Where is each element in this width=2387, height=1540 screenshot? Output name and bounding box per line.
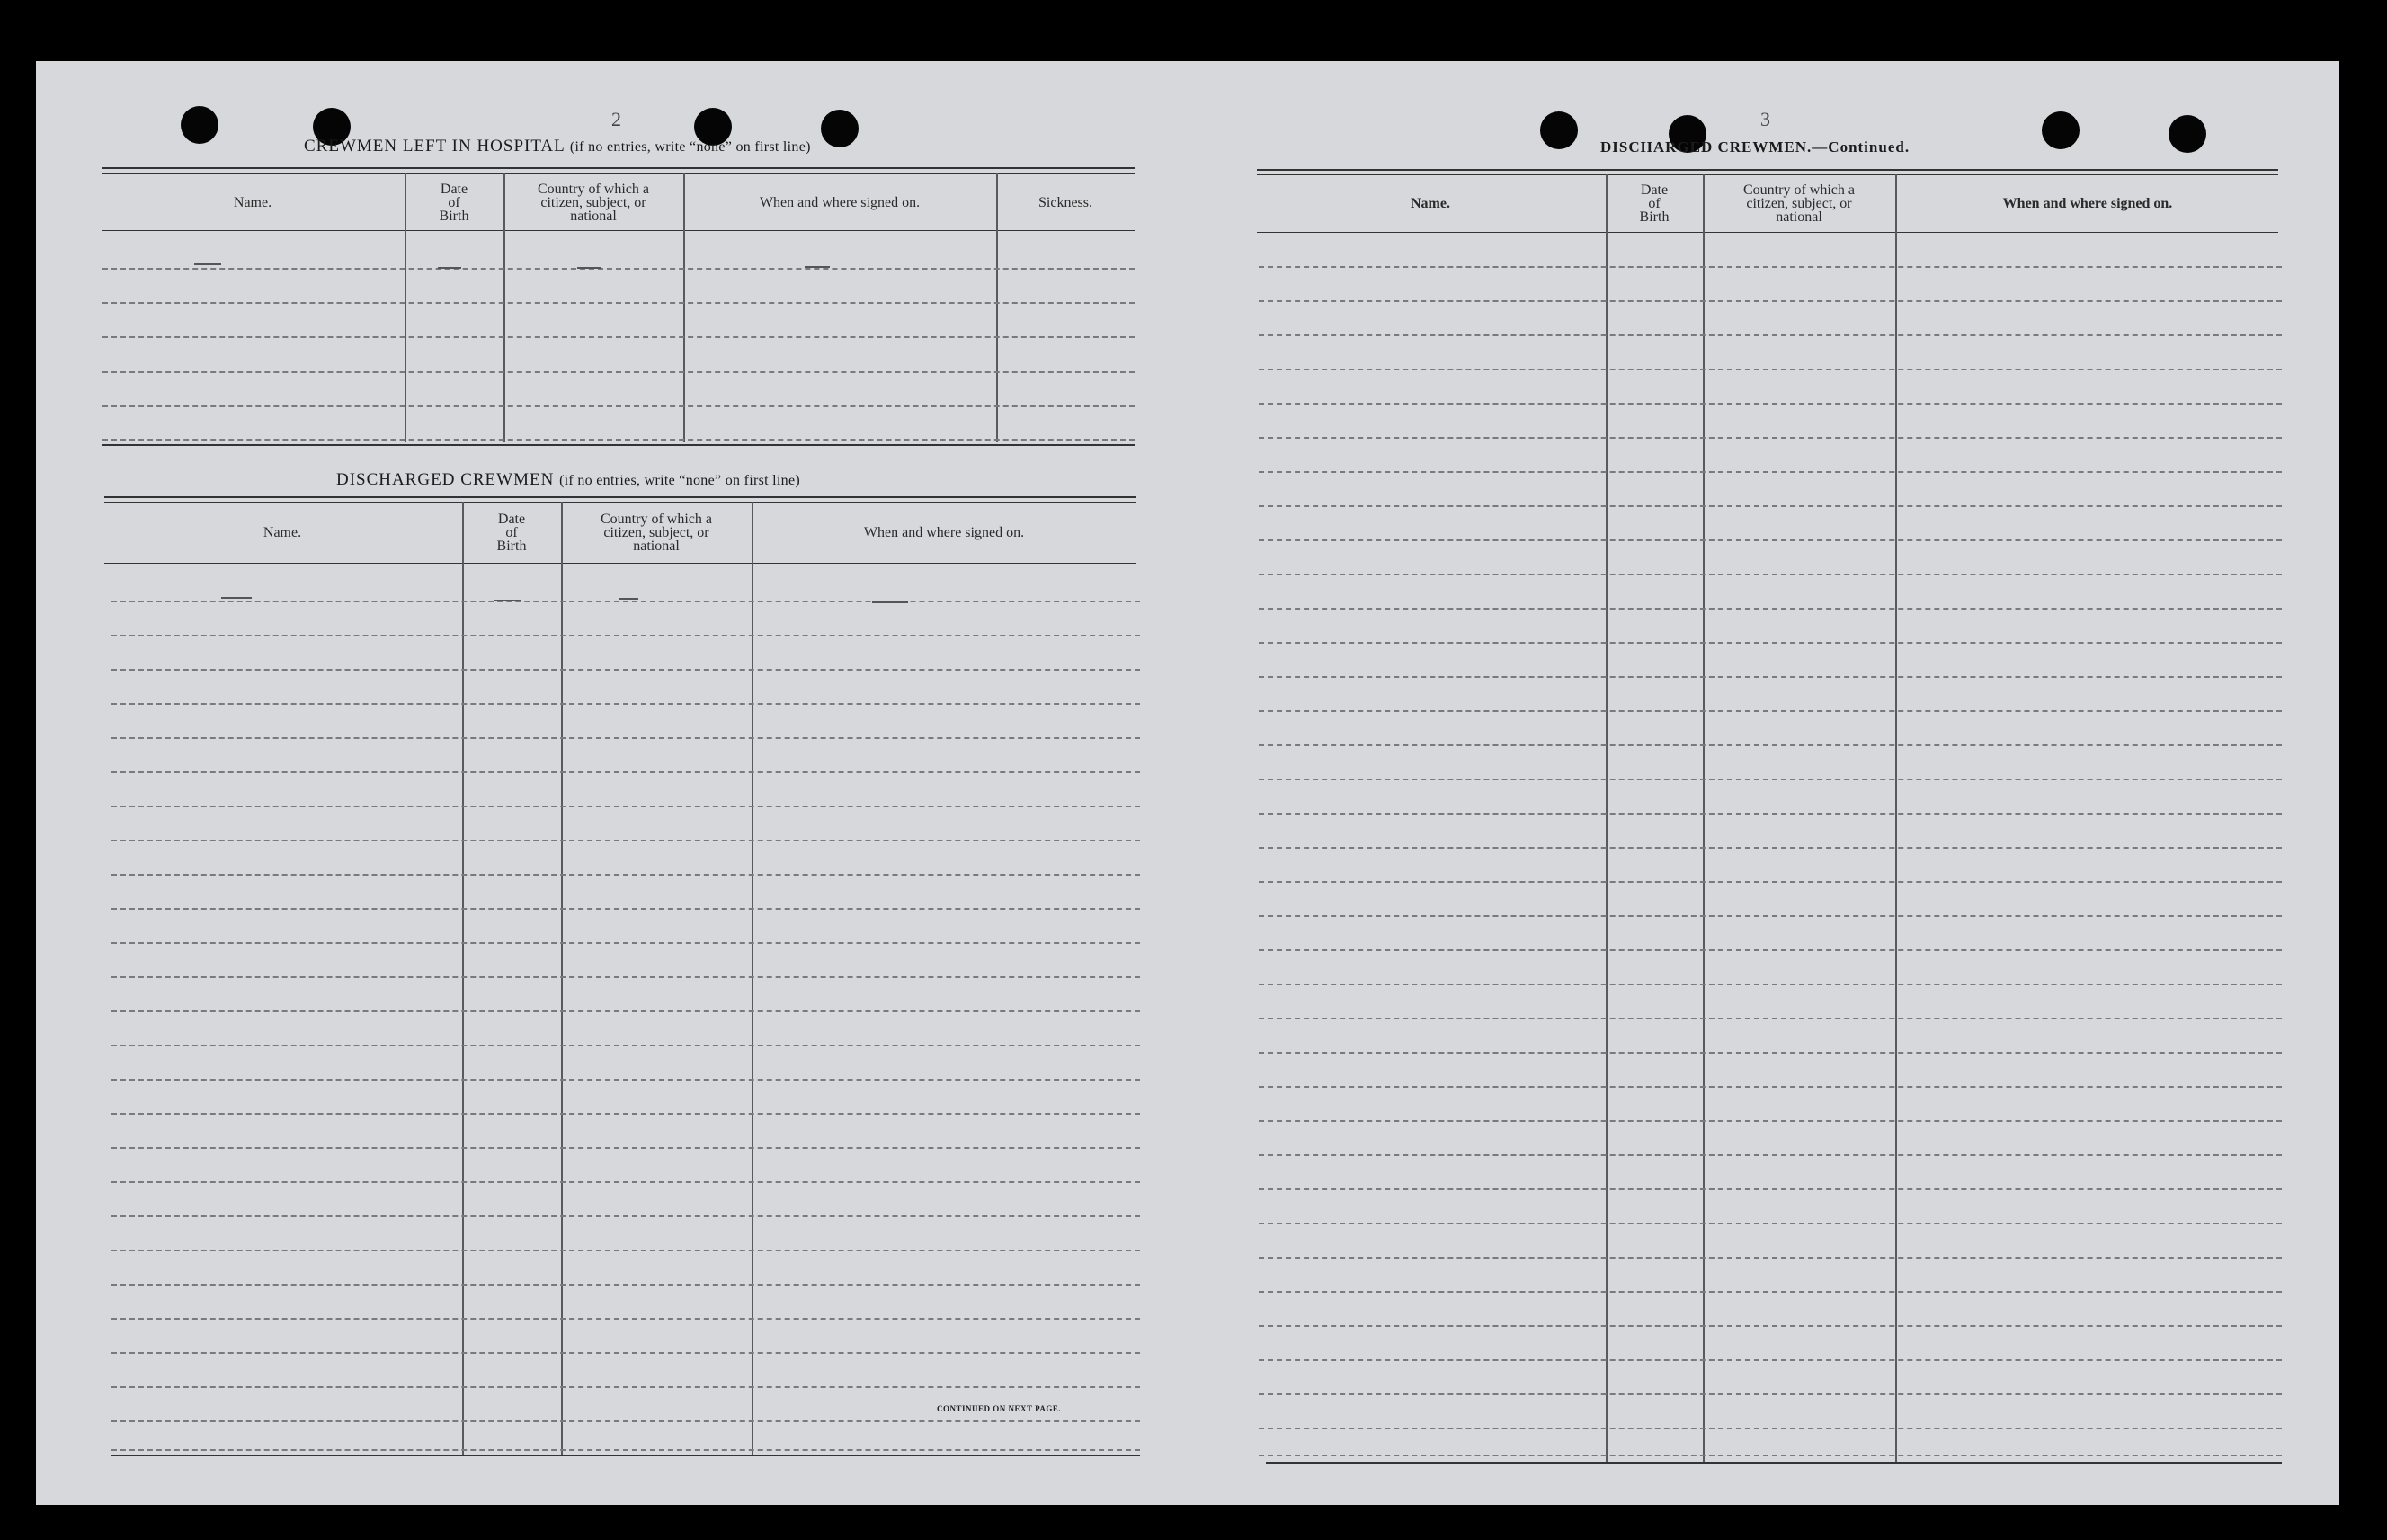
hospital-section-title bbox=[304, 137, 811, 156]
entry-line bbox=[111, 635, 1140, 636]
header-label: Name. bbox=[263, 524, 302, 540]
entry-line bbox=[1259, 984, 2282, 985]
entry-line bbox=[111, 806, 1140, 807]
entry-line bbox=[111, 1147, 1140, 1149]
entry-line bbox=[1259, 300, 2282, 302]
entry-line bbox=[111, 1113, 1140, 1115]
entry-line bbox=[1259, 779, 2282, 780]
discharged-title-text: DISCHARGED CREWMEN bbox=[336, 470, 555, 489]
hospital-col-country-header bbox=[505, 174, 681, 230]
entry-line bbox=[111, 737, 1140, 739]
entry-line bbox=[111, 703, 1140, 705]
entry-line bbox=[111, 1284, 1140, 1286]
entry-line bbox=[111, 976, 1140, 978]
entry-line bbox=[111, 771, 1140, 773]
discharged-col-name-header bbox=[104, 503, 460, 561]
entry-line bbox=[1259, 1393, 2282, 1395]
discharged-col-signed-header bbox=[753, 503, 1135, 561]
column-divider bbox=[1703, 174, 1705, 1462]
punch-hole-icon bbox=[181, 106, 218, 144]
entry-line bbox=[1259, 369, 2282, 370]
column-divider bbox=[1895, 174, 1897, 1462]
entry-line bbox=[1259, 403, 2282, 405]
none-mark bbox=[872, 601, 908, 603]
header-label: Date of Birth bbox=[496, 511, 527, 554]
entry-line bbox=[111, 1250, 1140, 1251]
entry-line bbox=[1259, 744, 2282, 746]
header-label: Country of which a citizen, subject, or national bbox=[538, 181, 649, 224]
hospital-instruction-text: (if no entries, write “none” on first line) bbox=[569, 139, 811, 155]
entry-line bbox=[1259, 539, 2282, 541]
hospital-table-top-rule bbox=[102, 167, 1135, 169]
entry-line bbox=[111, 1215, 1140, 1217]
entry-line bbox=[1259, 949, 2282, 951]
hospital-col-signed-header bbox=[685, 174, 994, 230]
right-col-country-header bbox=[1705, 176, 1893, 230]
entry-line bbox=[111, 1352, 1140, 1354]
hospital-header-rule bbox=[102, 230, 1135, 231]
entry-line bbox=[102, 268, 1135, 270]
entry-line bbox=[111, 1181, 1140, 1183]
entry-line bbox=[1259, 1188, 2282, 1190]
entry-line bbox=[1259, 813, 2282, 815]
column-divider bbox=[683, 173, 685, 442]
continued-section-title: DISCHARGED CREWMEN.—Continued. bbox=[1600, 138, 1910, 156]
hospital-col-sickness-header bbox=[998, 174, 1133, 230]
entry-line bbox=[1259, 1428, 2282, 1429]
discharged-col-dob-header bbox=[464, 503, 559, 561]
header-label: Name. bbox=[233, 194, 272, 210]
entry-line bbox=[111, 1420, 1140, 1422]
entry-line bbox=[1259, 471, 2282, 473]
none-mark bbox=[577, 267, 601, 269]
entry-line bbox=[1259, 266, 2282, 268]
right-header-rule bbox=[1257, 232, 2278, 233]
entry-line bbox=[111, 840, 1140, 841]
hospital-table-bottom-rule bbox=[102, 444, 1135, 446]
discharged-col-country-header bbox=[563, 503, 750, 561]
entry-line bbox=[111, 1079, 1140, 1081]
entry-line bbox=[111, 942, 1140, 944]
page-number: 2 bbox=[611, 108, 621, 130]
discharged-instruction-text: (if no entries, write “none” on first line) bbox=[559, 473, 800, 488]
right-table-top-rule bbox=[1257, 174, 2278, 175]
column-divider bbox=[1606, 174, 1608, 1462]
entry-line bbox=[111, 1318, 1140, 1320]
hospital-col-name-header bbox=[102, 174, 403, 230]
header-label: Date of Birth bbox=[1639, 182, 1670, 225]
hospital-title-text: CREWMEN LEFT IN HOSPITAL bbox=[304, 137, 566, 156]
discharged-section-title bbox=[336, 470, 800, 490]
punch-hole-icon bbox=[2042, 111, 2080, 149]
discharged-header-rule bbox=[104, 563, 1136, 564]
entry-line bbox=[1259, 1257, 2282, 1259]
entry-line bbox=[1259, 710, 2282, 712]
header-label: When and where signed on. bbox=[863, 524, 1025, 540]
column-divider bbox=[462, 502, 464, 1455]
right-table-top-rule bbox=[1257, 169, 2278, 171]
right-col-name-header bbox=[1257, 176, 1604, 230]
header-label: When and where signed on. bbox=[759, 194, 921, 210]
right-col-signed-header bbox=[1897, 176, 2278, 230]
discharged-table-bottom-rule bbox=[111, 1455, 1140, 1456]
entry-line bbox=[111, 1045, 1140, 1046]
header-label: Name. bbox=[1411, 195, 1450, 211]
entry-line bbox=[111, 908, 1140, 910]
column-divider bbox=[752, 502, 753, 1455]
entry-line bbox=[111, 1386, 1140, 1388]
entry-line bbox=[1259, 505, 2282, 507]
header-label: Country of which a citizen, subject, or national bbox=[601, 511, 712, 554]
header-label: When and where signed on. bbox=[2002, 195, 2173, 211]
entry-line bbox=[1259, 1325, 2282, 1327]
right-table-bottom-rule bbox=[1266, 1462, 2282, 1464]
punch-hole-icon bbox=[2169, 115, 2206, 153]
none-mark bbox=[805, 266, 830, 268]
entry-line bbox=[111, 669, 1140, 671]
none-mark bbox=[619, 598, 638, 600]
header-label: Sickness. bbox=[1038, 194, 1092, 210]
entry-line bbox=[1259, 608, 2282, 610]
hospital-table-top-rule bbox=[102, 173, 1135, 174]
entry-line bbox=[1259, 1223, 2282, 1224]
punch-hole-icon bbox=[1540, 111, 1578, 149]
entry-line bbox=[1259, 1455, 2282, 1456]
discharged-table-top-rule bbox=[104, 496, 1136, 498]
entry-line bbox=[1259, 1018, 2282, 1019]
entry-line bbox=[1259, 1291, 2282, 1293]
entry-line bbox=[111, 874, 1140, 876]
entry-line bbox=[102, 371, 1135, 373]
column-divider bbox=[405, 173, 406, 442]
continued-footer: CONTINUED ON NEXT PAGE. bbox=[937, 1404, 1062, 1413]
entry-line bbox=[1259, 915, 2282, 917]
discharged-table-top-rule bbox=[104, 502, 1136, 503]
entry-line bbox=[1259, 847, 2282, 849]
entry-line bbox=[1259, 1154, 2282, 1156]
entry-line bbox=[1259, 1120, 2282, 1122]
hospital-col-dob-header bbox=[406, 174, 502, 230]
header-label: Country of which a citizen, subject, or national bbox=[1743, 182, 1855, 225]
entry-line bbox=[1259, 334, 2282, 336]
column-divider bbox=[561, 502, 563, 1455]
entry-line bbox=[102, 336, 1135, 338]
none-mark bbox=[438, 267, 461, 269]
page-number: 3 bbox=[1760, 108, 1770, 130]
entry-line bbox=[1259, 1052, 2282, 1054]
none-mark bbox=[494, 600, 521, 601]
header-label: Date of Birth bbox=[439, 181, 469, 224]
right-col-dob-header bbox=[1608, 176, 1701, 230]
punch-hole-icon bbox=[821, 110, 859, 147]
entry-line bbox=[1259, 642, 2282, 644]
entry-line bbox=[1259, 881, 2282, 883]
entry-line bbox=[1259, 574, 2282, 575]
entry-line bbox=[1259, 1359, 2282, 1361]
none-mark bbox=[221, 597, 252, 599]
entry-line bbox=[1259, 676, 2282, 678]
entry-line bbox=[102, 439, 1135, 441]
entry-line bbox=[1259, 1086, 2282, 1088]
entry-line bbox=[111, 601, 1140, 602]
entry-line bbox=[1259, 437, 2282, 439]
entry-line bbox=[102, 302, 1135, 304]
entry-line bbox=[111, 1010, 1140, 1012]
entry-line bbox=[102, 405, 1135, 407]
column-divider bbox=[996, 173, 998, 442]
form-sheet bbox=[36, 61, 2339, 1505]
entry-line bbox=[111, 1449, 1140, 1451]
none-mark bbox=[194, 263, 221, 265]
column-divider bbox=[503, 173, 505, 442]
